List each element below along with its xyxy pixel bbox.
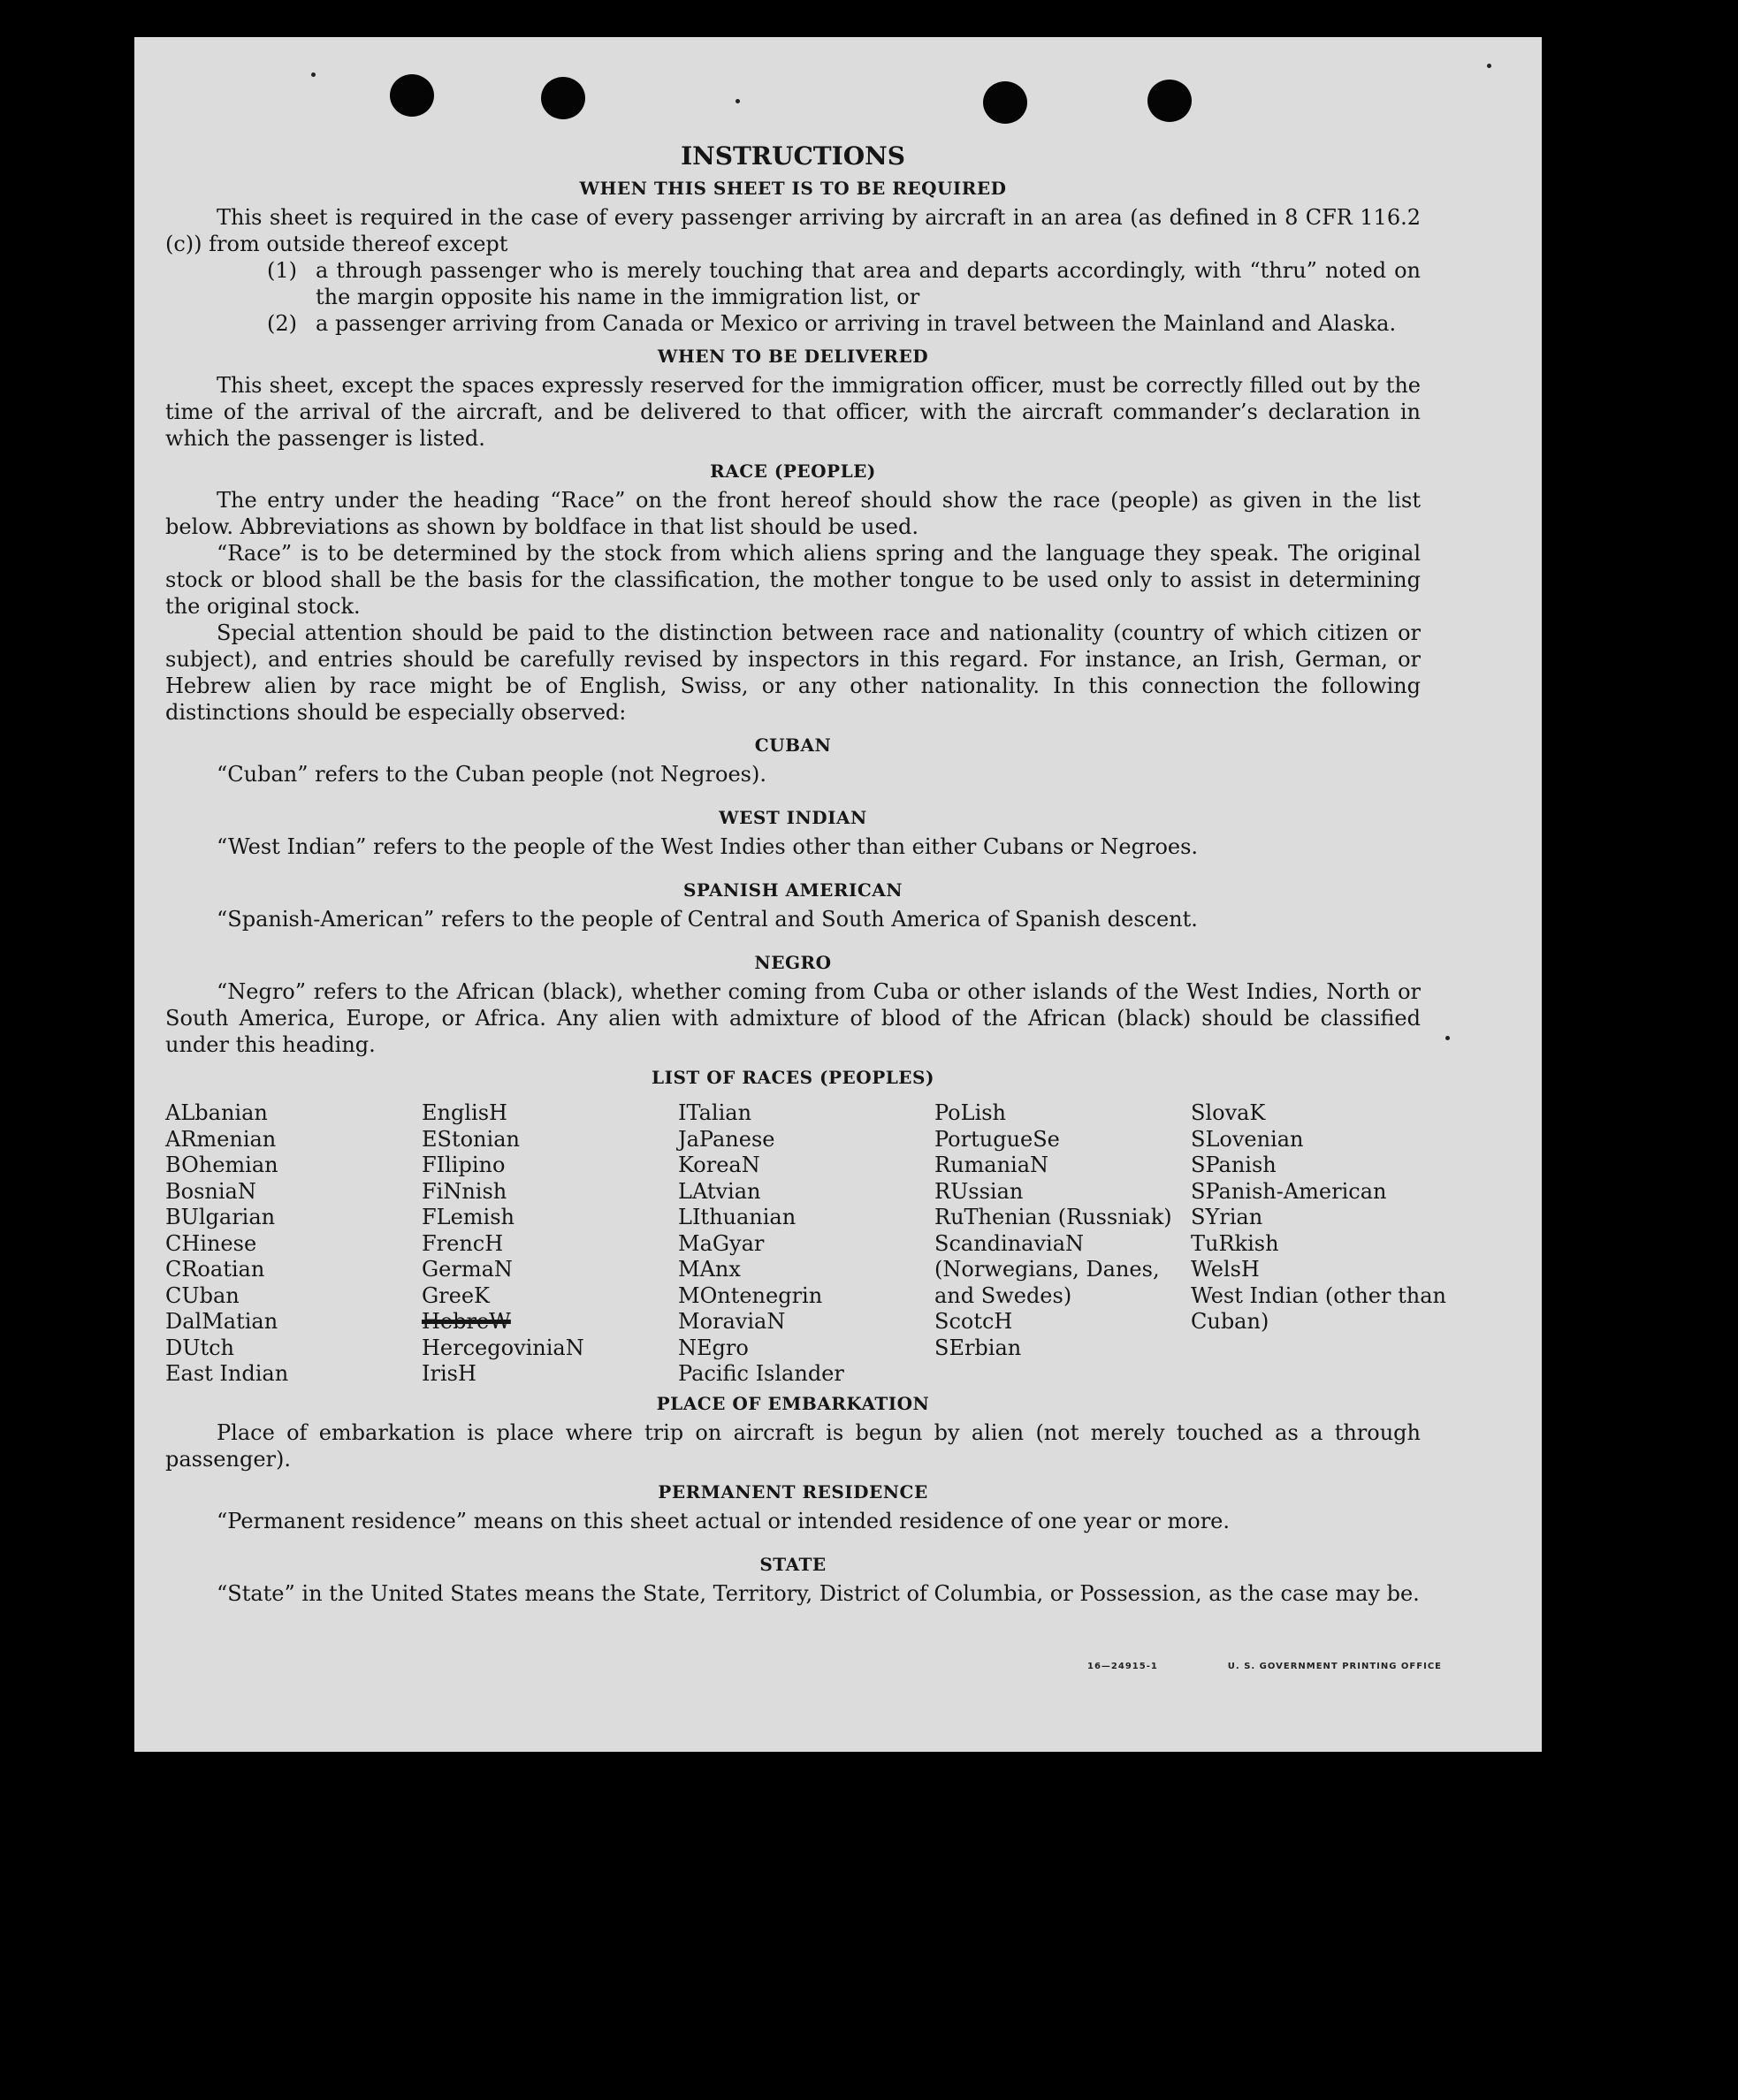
document-sheet <box>134 37 1542 1752</box>
punch-hole <box>983 81 1027 124</box>
race-item: MOntenegrin <box>678 1282 823 1308</box>
race-item: RumaniaN <box>934 1153 1049 1177</box>
west-indian-text: “West Indian” refers to the people of the West Indies other than either Cubans or Negroes. <box>217 834 1199 859</box>
race-item: BOhemian <box>165 1153 278 1177</box>
printer-imprint <box>1087 1662 1442 1671</box>
section-heading-list-of-races: LIST OF RACES (PEOPLES) <box>652 1067 934 1088</box>
race-item: CRoatian <box>165 1257 265 1282</box>
race-item: CUban <box>165 1282 240 1308</box>
race-item: MAnx <box>678 1257 741 1282</box>
race-item: ScotcH <box>934 1309 1013 1334</box>
race-item: West Indian (other than Cuban) <box>1191 1282 1446 1334</box>
punch-hole <box>1147 80 1192 122</box>
race-item: ARmenian <box>165 1126 277 1152</box>
race-item: HercegoviniaN <box>422 1335 584 1360</box>
exception-item <box>267 257 1421 310</box>
race-item: EnglisH <box>422 1100 507 1125</box>
race-column <box>678 1100 934 1388</box>
state-text: “State” in the United States means the State, Territory, District of Columbia, or Possession, as the case may be. <box>217 1580 1420 1606</box>
dust-speck <box>1487 64 1491 68</box>
item-text: a through passenger who is merely touching that area and departs accordingly, with “thru” noted on the margin opposite his name in the immigration list, or <box>316 258 1421 309</box>
race-item: KoreaN <box>678 1153 760 1177</box>
race-item: ALbanian <box>165 1100 268 1125</box>
race-item: MoraviaN <box>678 1309 786 1334</box>
item-text: a passenger arriving from Canada or Mexico or arriving in travel between the Mainland and Alaska. <box>316 311 1397 336</box>
section-heading-negro: NEGRO <box>754 952 832 973</box>
race-item: RUssian <box>934 1178 1024 1204</box>
race-item: WelsH <box>1191 1257 1260 1282</box>
race-item: PortugueSe <box>934 1126 1060 1152</box>
race-item: SYrian <box>1191 1205 1263 1229</box>
race-item: SPanish <box>1191 1153 1277 1177</box>
race-item: CHinese <box>165 1230 257 1256</box>
race-item: GermaN <box>422 1257 513 1282</box>
spanish-american-text: “Spanish-American” refers to the people of Central and South America of Spanish descent. <box>217 907 1198 932</box>
race-item: JaPanese <box>678 1126 775 1152</box>
section-heading-spanish-american: SPANISH AMERICAN <box>682 879 903 901</box>
race-item: MaGyar <box>678 1230 765 1256</box>
race-item: PoLish <box>934 1100 1007 1125</box>
race-item: BosniaN <box>165 1178 256 1204</box>
item-number: (2) <box>267 311 297 336</box>
race-item: FiNnish <box>422 1178 507 1204</box>
race-paragraph-2: “Race” is to be determined by the stock from which aliens spring and the language they speak. The original stock or blood shall be the basis for the classification, the mother tongue to be used only to assist in determining the original stock. <box>165 541 1421 619</box>
race-item: LIthuanian <box>678 1205 797 1229</box>
race-column <box>165 1100 422 1388</box>
race-column <box>1191 1100 1447 1388</box>
race-item: ITalian <box>678 1100 752 1125</box>
race-item: DUtch <box>165 1335 235 1360</box>
when-required-text: This sheet is required in the case of every passenger arriving by aircraft in an area (as defined in 8 CFR 116.2 (c)) from outside thereof except <box>165 205 1421 256</box>
embarkation-text: Place of embarkation is place where trip on aircraft is begun by alien (not merely touched as a through passenger). <box>165 1419 1421 1472</box>
instructions-body <box>165 141 1446 1607</box>
race-item-struck-out: HebreW <box>422 1309 511 1334</box>
form-number: 16—24915-1 <box>1087 1662 1158 1671</box>
race-item: EStonian <box>422 1126 520 1152</box>
race-item: SErbian <box>934 1335 1022 1360</box>
item-number: (1) <box>267 258 297 283</box>
exception-item <box>267 310 1421 337</box>
race-item: SLovenian <box>1191 1126 1304 1152</box>
race-item: LAtvian <box>678 1178 761 1204</box>
race-column <box>422 1100 678 1388</box>
section-heading-cuban: CUBAN <box>754 734 832 756</box>
punch-hole <box>390 74 434 117</box>
race-item: FLemish <box>422 1205 515 1229</box>
race-item: SPanish-American <box>1191 1178 1387 1204</box>
race-list <box>165 1100 1446 1388</box>
punch-hole <box>541 77 585 119</box>
page-title: INSTRUCTIONS <box>681 141 905 171</box>
section-heading-residence: PERMANENT RESIDENCE <box>658 1480 928 1503</box>
dust-speck <box>1445 1036 1450 1040</box>
section-heading-when-delivered: WHEN TO BE DELIVERED <box>657 346 929 367</box>
race-item: SlovaK <box>1191 1100 1266 1125</box>
exception-list <box>267 257 1421 337</box>
dust-speck <box>311 72 316 77</box>
race-item: Pacific Islander <box>678 1361 844 1386</box>
race-item: FrencH <box>422 1230 504 1256</box>
race-item: RuThenian (Russniak) <box>934 1205 1172 1229</box>
when-delivered-text: This sheet, except the spaces expressly reserved for the immigration officer, must be correctly filled out by the time of the arrival of the aircraft, and be delivered to that officer, with the aircraft commander’s declaration in which the passenger is listed. <box>165 373 1421 451</box>
section-heading-embarkation: PLACE OF EMBARKATION <box>656 1392 930 1414</box>
section-heading-west-indian: WEST INDIAN <box>719 807 867 828</box>
race-item: FIlipino <box>422 1153 506 1177</box>
section-heading-state: STATE <box>759 1553 827 1575</box>
dust-speck <box>736 99 740 103</box>
race-paragraph-1: The entry under the heading “Race” on the front hereof should show the race (people) as given in the list below. Abbreviations as shown by boldface in that list should be used. <box>165 488 1421 539</box>
race-item: IrisH <box>422 1361 476 1386</box>
race-item: ScandinaviaN (Norwegians, Danes, and Swedes) <box>934 1230 1160 1308</box>
negro-text: “Negro” refers to the African (black), whether coming from Cuba or other islands of the West Indies, North or South America, Europe, or Africa. Any alien with admixture of blood of the African (black) should be classified under this heading. <box>165 979 1421 1057</box>
race-item: East Indian <box>165 1361 289 1386</box>
race-item: BUlgarian <box>165 1205 276 1229</box>
race-item: TuRkish <box>1191 1230 1279 1256</box>
residence-text: “Permanent residence” means on this sheet actual or intended residence of one year or more. <box>217 1508 1230 1533</box>
cuban-text: “Cuban” refers to the Cuban people (not Negroes). <box>217 762 766 787</box>
race-item: DalMatian <box>165 1309 278 1334</box>
race-paragraph-3: Special attention should be paid to the distinction between race and nationality (country of which citizen or subject), and entries should be carefully revised by inspectors in this regard. For instance, an Irish, German, or Hebrew alien by race might be of English, Swiss, or any other nationality. In this connection the following distinctions should be especially observed: <box>165 620 1421 725</box>
race-item: NEgro <box>678 1335 749 1360</box>
race-column <box>934 1100 1191 1388</box>
printer-name: U. S. GOVERNMENT PRINTING OFFICE <box>1227 1662 1442 1671</box>
section-heading-when-required: WHEN THIS SHEET IS TO BE REQUIRED <box>579 178 1007 199</box>
race-item: GreeK <box>422 1282 490 1308</box>
section-heading-race: RACE (PEOPLE) <box>710 460 876 482</box>
